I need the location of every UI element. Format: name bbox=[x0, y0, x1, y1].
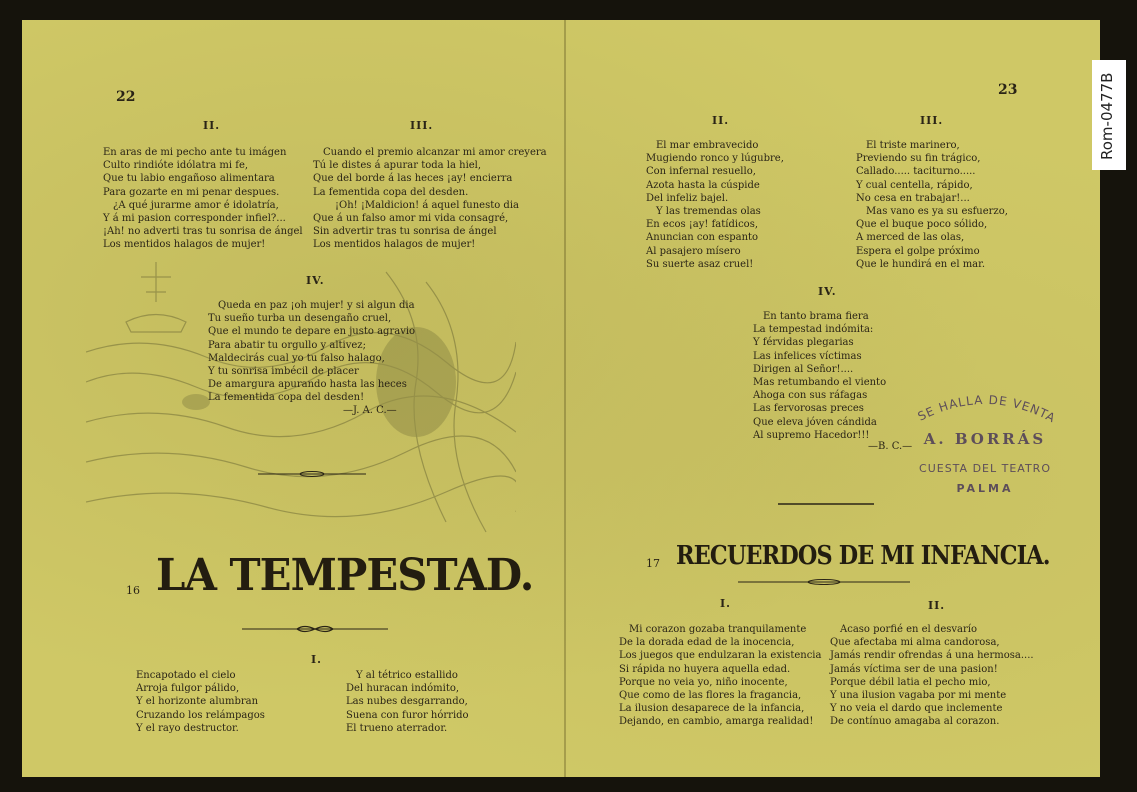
left-section-II-stanza bbox=[103, 146, 303, 252]
poem-line: Maldecirás cual yo tu falso halago, bbox=[208, 352, 385, 364]
poem-line: Y á mi pasion corresponder infiel?... bbox=[103, 213, 286, 225]
right-section-IV-stanza bbox=[753, 310, 886, 442]
page-fold bbox=[564, 20, 566, 777]
poem-line: Acaso porfié en el desvarío bbox=[840, 624, 977, 635]
poem-line: En tanto brama fiera bbox=[763, 311, 869, 322]
poem-line: Que tu labio engañoso alimentara bbox=[103, 173, 275, 185]
poem-line: Que el mundo te depare en justo agravio bbox=[208, 326, 416, 338]
shelfmark-label bbox=[1092, 60, 1126, 170]
poem-line: Y el rayo destructor. bbox=[136, 722, 239, 734]
tempestad-col2-stanza bbox=[346, 669, 469, 735]
poem-line: De contínuo amagaba al corazon. bbox=[830, 716, 1000, 728]
poem-line: El trueno aterrador. bbox=[346, 722, 448, 734]
poem-line: Si rápida no huyera aquella edad. bbox=[619, 663, 791, 675]
left-section-IV-heading: IV. bbox=[306, 274, 325, 287]
right-section-II-stanza bbox=[646, 139, 784, 271]
shelfmark-text: Rom-0477B bbox=[1098, 72, 1116, 160]
stamp-line1: SE HALLA DE VENTA bbox=[915, 392, 1059, 426]
poem-line: Que eleva jóven cándida bbox=[753, 416, 877, 428]
tempestad-col1-stanza bbox=[136, 669, 265, 735]
bookseller-stamp bbox=[905, 388, 1065, 498]
poem-line: Arroja fulgor pálido, bbox=[136, 683, 240, 695]
poem-line: Que le hundirá en el mar. bbox=[856, 258, 986, 270]
poem-line: Suena con furor hórrido bbox=[346, 709, 469, 721]
poem-line: Dirigen al Señor!.... bbox=[753, 363, 854, 375]
poem-line: Culto rindióte idólatra mi fe, bbox=[103, 160, 249, 172]
right-section-IV-heading: IV. bbox=[818, 285, 837, 298]
poem-line: ¡Ah! no adverti tras tu sonrisa de ángel bbox=[103, 226, 303, 238]
poem-line: Y férvidas plegarias bbox=[753, 337, 854, 349]
poem-line: Y cual centella, rápido, bbox=[856, 179, 973, 191]
poem-line: Y tu sonrisa imbécil de placer bbox=[208, 366, 359, 378]
ornament-divider bbox=[258, 469, 366, 479]
poem-line: Mi corazon gozaba tranquilamente bbox=[629, 624, 807, 635]
recuerdos-section-I-heading: I. bbox=[720, 597, 731, 610]
poem-line: No cesa en trabajar!... bbox=[856, 192, 970, 204]
poem-line: Mugiendo ronco y lúgubre, bbox=[646, 153, 784, 165]
recuerdos-section-II-stanza bbox=[830, 623, 1034, 729]
poem-line: Que del borde á las heces ¡ay! encierra bbox=[313, 173, 513, 185]
poem-line: La ilusion desaparece de la infancia, bbox=[619, 703, 805, 715]
right-section-II-heading: II. bbox=[712, 114, 730, 127]
poem-line: Los juegos que endulzaran la existencia bbox=[619, 650, 822, 662]
poem-line: La fementida copa del desden. bbox=[313, 186, 469, 198]
poem-number-16: 16 bbox=[126, 584, 140, 597]
poem-line: Cruzando los relámpagos bbox=[136, 709, 265, 721]
poem-line: Sin advertir tras tu sonrisa de ángel bbox=[313, 226, 497, 238]
stamp-line4: PALMA bbox=[956, 482, 1014, 495]
stamp-line2: A. BORRÁS bbox=[923, 430, 1047, 448]
poem-title-recuerdos: RECUERDOS DE MI INFANCIA. bbox=[676, 541, 1050, 571]
poem-line: Y las tremendas olas bbox=[656, 206, 761, 218]
poem-line: Y al tétrico estallido bbox=[356, 670, 458, 681]
poem-line: Que á un falso amor mi vida consagré, bbox=[313, 213, 509, 225]
poem-line: De la dorada edad de la inocencia, bbox=[619, 637, 795, 649]
left-section-IV-stanza bbox=[208, 299, 415, 405]
left-section-II-heading: II. bbox=[203, 119, 221, 132]
poem-line: Mas retumbando el viento bbox=[753, 377, 887, 389]
poem-line: ¡Oh! ¡Maldicion! á aquel funesto dia bbox=[335, 199, 519, 211]
poem-line: Las fervorosas preces bbox=[753, 403, 864, 415]
poem-line: Con infernal resuello, bbox=[646, 166, 756, 178]
poem-line: Anuncian con espanto bbox=[646, 232, 759, 244]
poem-line: Ahoga con sus ráfagas bbox=[753, 390, 868, 402]
right-signature: —B. C.— bbox=[868, 441, 913, 452]
poem-line: La tempestad indómita: bbox=[753, 324, 874, 336]
poem-line: Del huracan indómito, bbox=[346, 683, 460, 695]
stamp-arc bbox=[905, 388, 1065, 428]
left-signature: —J. A. C.— bbox=[343, 405, 397, 416]
left-section-III-heading: III. bbox=[410, 119, 434, 132]
poem-line: La fementida copa del desden! bbox=[208, 392, 365, 404]
poem-line: Porque no veia yo, niño inocente, bbox=[619, 676, 788, 688]
poem-line: Previendo su fin trágico, bbox=[856, 153, 981, 165]
poem-line: Al pasajero mísero bbox=[646, 245, 741, 257]
poem-line: Para abatir tu orgullo y altivez; bbox=[208, 339, 366, 351]
poem-line: Azota hasta la cúspide bbox=[646, 179, 760, 191]
right-section-III-heading: III. bbox=[920, 114, 944, 127]
poem-line: Tu sueño turba un desengaño cruel, bbox=[208, 313, 392, 325]
poem-line: Las nubes desgarrando, bbox=[346, 696, 468, 708]
poem-line: Y el horizonte alumbran bbox=[136, 696, 259, 708]
poem-title-la-tempestad: LA TEMPESTAD. bbox=[156, 550, 534, 601]
poem-line: Callado..... taciturno..... bbox=[856, 166, 976, 178]
left-section-III-stanza bbox=[313, 146, 547, 252]
ornament-divider bbox=[738, 577, 910, 587]
stamp-line3: CUESTA DEL TEATRO bbox=[919, 462, 1051, 475]
poem-line: Tú le distes á apurar toda la hiel, bbox=[313, 160, 482, 172]
poem-line: Cuando el premio alcanzar mi amor creyera bbox=[323, 147, 547, 158]
poem-line: Su suerte asaz cruel! bbox=[646, 258, 754, 270]
poem-line: Al supremo Hacedor!!! bbox=[753, 429, 870, 441]
poem-line: El mar embravecido bbox=[656, 140, 759, 151]
poem-line: Mas vano es ya su esfuerzo, bbox=[866, 206, 1008, 218]
poem-line: Las infelices víctimas bbox=[753, 350, 862, 362]
poem-line: Que afectaba mi alma candorosa, bbox=[830, 637, 1000, 649]
poem-line: Y no veia el dardo que inclemente bbox=[830, 703, 1003, 715]
poem-line: A merced de las olas, bbox=[856, 232, 965, 244]
recuerdos-section-II-heading: II. bbox=[928, 599, 946, 612]
poem-line: De amargura apurando hasta las heces bbox=[208, 379, 407, 391]
poem-line: Queda en paz ¡oh mujer! y si algun dia bbox=[218, 300, 415, 311]
poem-line: Porque débil latia el pecho mio, bbox=[830, 676, 991, 688]
poem-line: ¿A qué jurarme amor é idolatría, bbox=[113, 199, 279, 211]
page-number-left: 22 bbox=[116, 89, 136, 105]
tempestad-section-I-heading: I. bbox=[311, 653, 322, 666]
poem-line: Y una ilusion vagaba por mi mente bbox=[830, 690, 1007, 702]
poem-line: Jamás rendir ofrendas á una hermosa.... bbox=[830, 650, 1034, 662]
poem-line: El triste marinero, bbox=[866, 140, 960, 151]
ornament-divider bbox=[242, 624, 388, 634]
poem-line: Espera el golpe próximo bbox=[856, 245, 980, 257]
ornament-divider bbox=[778, 499, 874, 509]
poem-line: Del infeliz bajel. bbox=[646, 192, 729, 204]
poem-line: Encapotado el cielo bbox=[136, 670, 236, 681]
poem-line: Que el buque poco sólido, bbox=[856, 219, 988, 231]
poem-line: Dejando, en cambio, amarga realidad! bbox=[619, 716, 814, 728]
poem-line: En aras de mi pecho ante tu imágen bbox=[103, 147, 287, 158]
poem-line: Jamás víctima ser de una pasion! bbox=[830, 663, 998, 675]
poem-number-17: 17 bbox=[646, 557, 660, 570]
recuerdos-section-I-stanza bbox=[619, 623, 821, 729]
poem-line: Los mentidos halagos de mujer! bbox=[103, 239, 266, 251]
stamp-line1-text bbox=[915, 393, 1058, 426]
poem-line: Que como de las flores la fragancia, bbox=[619, 690, 802, 702]
poem-line: Los mentidos halagos de mujer! bbox=[313, 239, 476, 251]
right-section-III-stanza bbox=[856, 139, 1008, 271]
poem-line: En ecos ¡ay! fatídicos, bbox=[646, 219, 759, 231]
poem-line: Para gozarte en mi penar despues. bbox=[103, 186, 280, 198]
page-number-right: 23 bbox=[998, 82, 1018, 98]
